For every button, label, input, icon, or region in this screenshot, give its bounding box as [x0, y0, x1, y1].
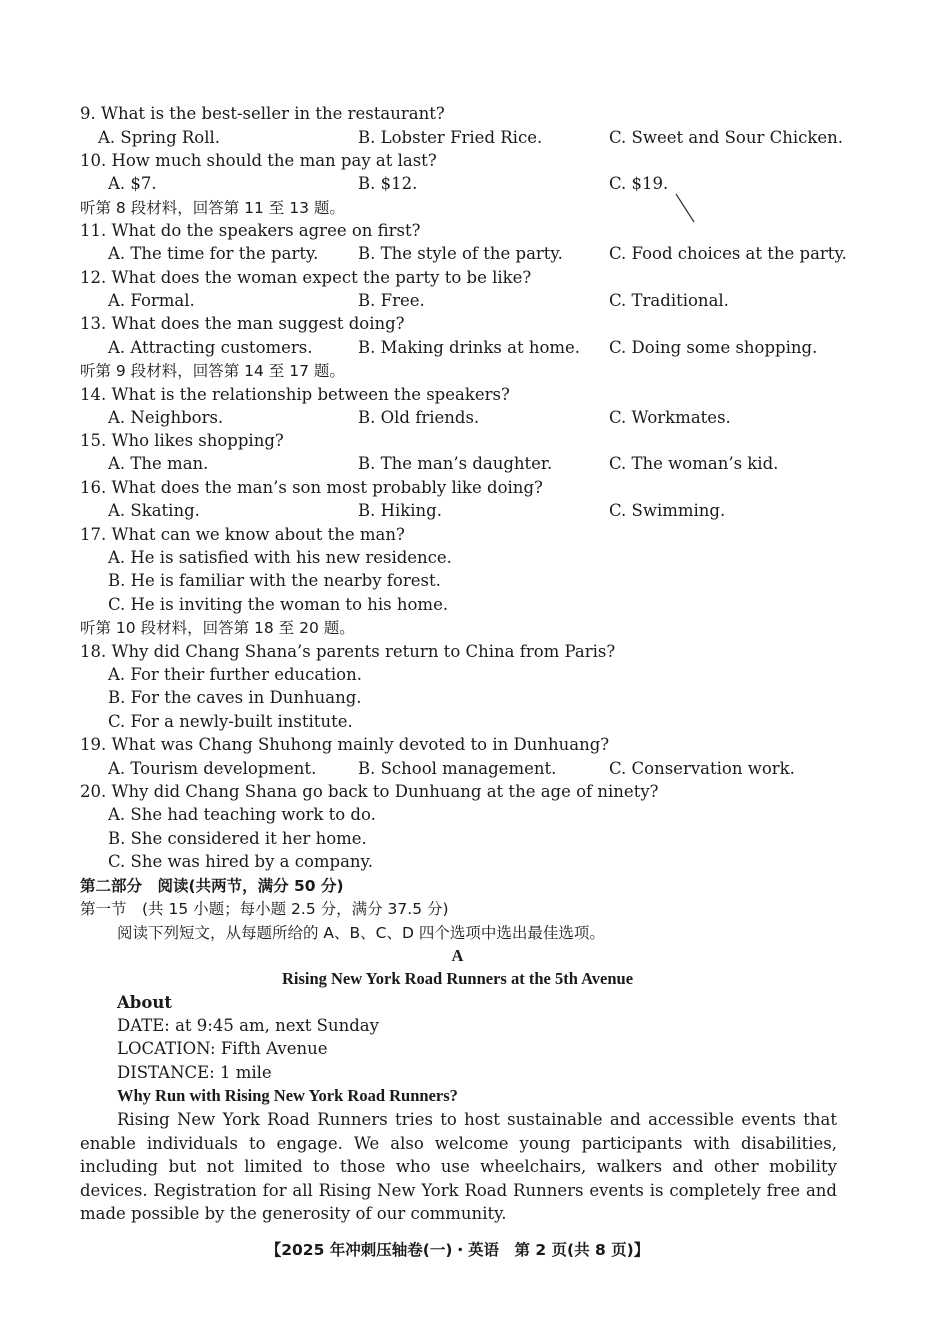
q17-option-a: A. He is satisfied with his new residence. — [108, 548, 452, 567]
q10-option-b: B. $12. — [358, 174, 418, 193]
q9-option-a: A. Spring Roll. — [98, 128, 221, 147]
q16-option-b: B. Hiking. — [358, 501, 442, 520]
page-footer: 【2025 年冲刺压轴卷(一)・英语 第 2 页(共 8 页)】 — [265, 1241, 650, 1259]
q14-option-b: B. Old friends. — [358, 408, 480, 427]
q16-option-c: C. Swimming. — [609, 501, 726, 520]
question-15: 15. Who likes shopping? — [80, 431, 284, 450]
q17-option-b: B. He is familiar with the nearby forest. — [108, 571, 441, 590]
passage-letter: A — [451, 946, 464, 965]
q19-option-b: B. School management. — [358, 759, 557, 778]
q11-option-a: A. The time for the party. — [108, 244, 319, 263]
event-distance: DISTANCE: 1 mile — [117, 1063, 272, 1082]
q13-option-b: B. Making drinks at home. — [358, 338, 581, 357]
q19-option-a: A. Tourism development. — [108, 759, 317, 778]
about-heading: About — [117, 993, 172, 1012]
q13-option-a: A. Attracting customers. — [108, 338, 313, 357]
q12-option-b: B. Free. — [358, 291, 425, 310]
pen-stroke-mark — [660, 186, 700, 228]
q15-option-c: C. The woman’s kid. — [609, 454, 779, 473]
q17-option-c: C. He is inviting the woman to his home. — [108, 595, 449, 614]
section-9-instruction: 听第 9 段材料，回答第 14 至 17 题。 — [80, 362, 345, 380]
question-11: 11. What do the speakers agree on first? — [80, 221, 421, 240]
question-16: 16. What does the man’s son most probably like doing? — [80, 478, 543, 497]
section-10-instruction: 听第 10 段材料，回答第 18 至 20 题。 — [80, 619, 355, 637]
question-18: 18. Why did Chang Shana’s parents return to China from Paris? — [80, 642, 616, 661]
q12-option-c: C. Traditional. — [609, 291, 729, 310]
q10-option-c: C. $19. — [609, 174, 669, 193]
q12-option-a: A. Formal. — [108, 291, 195, 310]
q18-option-b: B. For the caves in Dunhuang. — [108, 688, 362, 707]
question-19: 19. What was Chang Shuhong mainly devoted to in Dunhuang? — [80, 735, 610, 754]
q15-option-a: A. The man. — [108, 454, 209, 473]
why-heading: Why Run with Rising New York Road Runners? — [117, 1086, 458, 1105]
section-8-instruction: 听第 8 段材料，回答第 11 至 13 题。 — [80, 199, 345, 217]
q13-option-c: C. Doing some shopping. — [609, 338, 818, 357]
q20-option-c: C. She was hired by a company. — [108, 852, 373, 871]
q18-option-c: C. For a newly-built institute. — [108, 712, 353, 731]
event-date: DATE: at 9:45 am, next Sunday — [117, 1016, 379, 1035]
passage-paragraph — [80, 1108, 837, 1226]
passage-paragraph-text: Rising New York Road Runners tries to host sustainable and accessible events that enable individuals to engage. We also welcome young participants with disabilities, including but not limited to those who use wheelchairs, walkers and other mobility devices. Registration for all Rising New York Road Runners events is completely free and made possible by the generosity of our community. — [80, 1110, 837, 1223]
q14-option-a: A. Neighbors. — [108, 408, 224, 427]
question-14: 14. What is the relationship between the speakers? — [80, 385, 510, 404]
q15-option-b: B. The man’s daughter. — [358, 454, 553, 473]
q19-option-c: C. Conservation work. — [609, 759, 795, 778]
q11-option-b: B. The style of the party. — [358, 244, 563, 263]
passage-title: Rising New York Road Runners at the 5th Avenue — [281, 969, 634, 988]
q10-option-a: A. $7. — [108, 174, 157, 193]
question-10: 10. How much should the man pay at last? — [80, 151, 437, 170]
q9-option-b: B. Lobster Fried Rice. — [358, 128, 543, 147]
q11-option-c: C. Food choices at the party. — [609, 244, 847, 263]
q18-option-a: A. For their further education. — [108, 665, 362, 684]
question-9: 9. What is the best-seller in the restaurant? — [80, 104, 445, 123]
q20-option-b: B. She considered it her home. — [108, 829, 367, 848]
question-13: 13. What does the man suggest doing? — [80, 314, 405, 333]
q14-option-c: C. Workmates. — [609, 408, 731, 427]
event-location: LOCATION: Fifth Avenue — [117, 1039, 328, 1058]
question-17: 17. What can we know about the man? — [80, 525, 405, 544]
q16-option-a: A. Skating. — [108, 501, 200, 520]
part-2-title: 第二部分 阅读(共两节，满分 50 分) — [80, 877, 344, 895]
question-20: 20. Why did Chang Shana go back to Dunhuang at the age of ninety? — [80, 782, 659, 801]
question-12: 12. What does the woman expect the party to be like? — [80, 268, 532, 287]
section-1-title: 第一节 (共 15 小题；每小题 2.5 分，满分 37.5 分) — [80, 900, 449, 918]
q20-option-a: A. She had teaching work to do. — [108, 805, 376, 824]
reading-instruction: 阅读下列短文，从每题所给的 A、B、C、D 四个选项中选出最佳选项。 — [117, 924, 605, 942]
q9-option-c: C. Sweet and Sour Chicken. — [609, 128, 844, 147]
